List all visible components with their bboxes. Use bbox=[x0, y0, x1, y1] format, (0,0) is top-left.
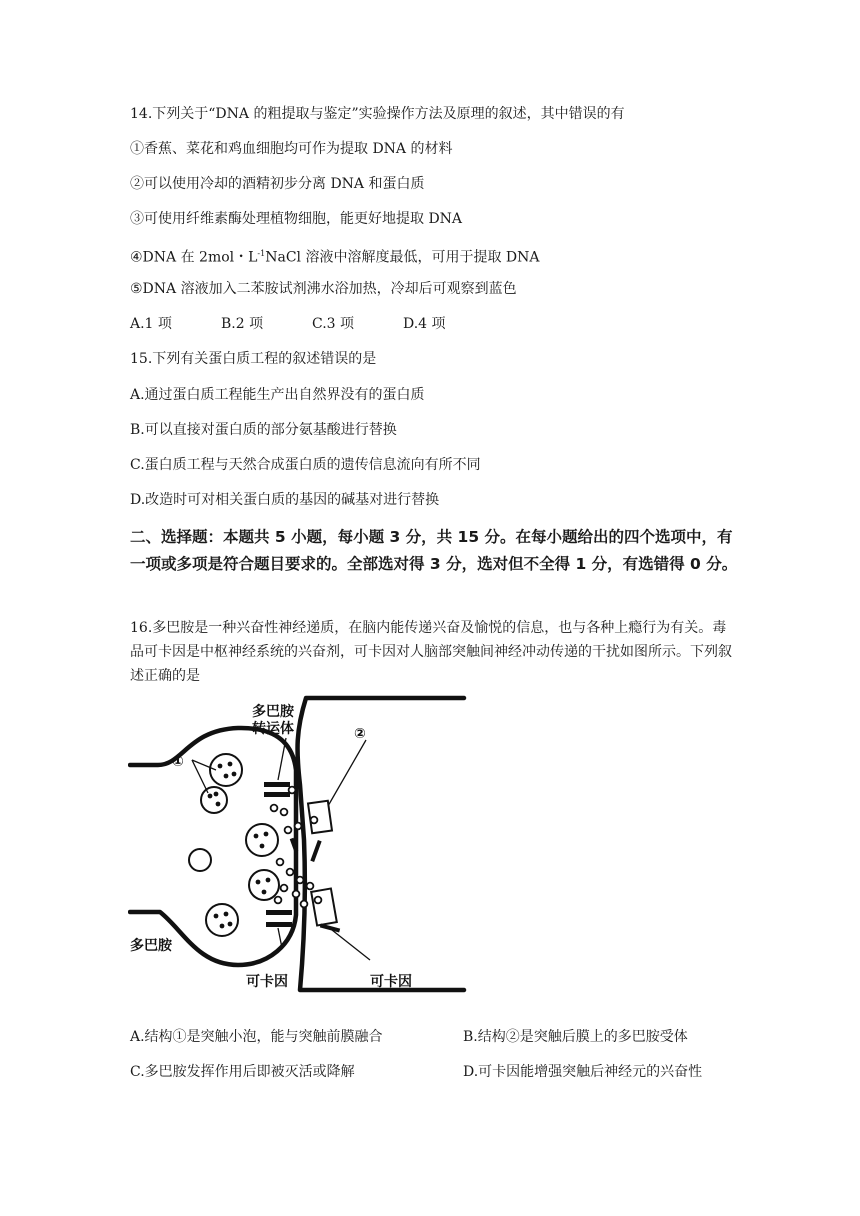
q14-statement-4 bbox=[130, 244, 540, 268]
q15-option-a: A.通过蛋白质工程能生产出自然界没有的蛋白质 bbox=[130, 387, 425, 403]
label-dopamine: 多巴胺 bbox=[130, 938, 172, 954]
q14-option-d: D.4 项 bbox=[403, 316, 446, 332]
q15-stem: 15.下列有关蛋白质工程的叙述错误的是 bbox=[130, 351, 377, 367]
q14-statement-4-sup: -1 bbox=[257, 249, 266, 258]
q15-option-b: B.可以直接对蛋白质的部分氨基酸进行替换 bbox=[130, 422, 397, 438]
q16-stem: 16.多巴胺是一种兴奋性神经递质，在脑内能传递兴奋及愉悦的信息，也与各种上瘾行为有关。毒品可卡因是中枢神经系统的兴奋剂，可卡因对人脑部突触间神经冲动传递的干扰如图所示。下列叙述正确的是 bbox=[130, 620, 732, 684]
q14-statement-4-a: ④DNA 在 2mol・L bbox=[130, 249, 258, 266]
postsynaptic-membrane bbox=[298, 698, 464, 990]
q16-option-d: D.可卡因能增强突触后神经元的兴奋性 bbox=[463, 1064, 703, 1080]
label-transporter-line1: 多巴胺 bbox=[252, 704, 294, 720]
label-structure-2: ② bbox=[354, 726, 366, 742]
q16-option-a: A.结构①是突触小泡，能与突触前膜融合 bbox=[130, 1029, 383, 1045]
q14-stem: 14.下列关于“DNA 的粗提取与鉴定”实验操作方法及原理的叙述，其中错误的有 bbox=[130, 106, 625, 122]
q14-option-a: A.1 项 bbox=[130, 316, 172, 332]
q14-statement-4-b: NaCl 溶液中溶解度最低，可用于提取 DNA bbox=[265, 249, 540, 266]
label-cocaine-left: 可卡因 bbox=[246, 974, 288, 990]
label-transporter-line2: 转运体 bbox=[252, 721, 294, 737]
label-structure-1: ① bbox=[172, 754, 184, 770]
q15-option-c: C.蛋白质工程与天然合成蛋白质的遗传信息流向有所不同 bbox=[130, 457, 481, 473]
q16-option-c: C.多巴胺发挥作用后即被灭活或降解 bbox=[130, 1064, 355, 1080]
label-cocaine-right: 可卡因 bbox=[370, 974, 412, 990]
section2-heading: 二、选择题：本题共 5 小题，每小题 3 分，共 15 分。在每小题给出的四个选项中，有一项或多项是符合题目要求的。全部选对得 3 分，选对但不全得 1 分，有选错得 0 分。 bbox=[130, 528, 738, 573]
q14-option-c: C.3 项 bbox=[312, 316, 355, 332]
q15-option-d: D.改造时可对相关蛋白质的基因的碱基对进行替换 bbox=[130, 492, 440, 508]
q14-statement-2: ②可以使用冷却的酒精初步分离 DNA 和蛋白质 bbox=[130, 176, 425, 192]
q14-statement-3: ③可使用纤维素酶处理植物细胞，能更好地提取 DNA bbox=[130, 211, 463, 227]
q16-option-b: B.结构②是突触后膜上的多巴胺受体 bbox=[463, 1029, 688, 1045]
q14-statement-5: ⑤DNA 溶液加入二苯胺试剂沸水浴加热，冷却后可观察到蓝色 bbox=[130, 281, 517, 297]
q14-option-b: B.2 项 bbox=[221, 316, 264, 332]
q14-statement-1: ①香蕉、菜花和鸡血细胞均可作为提取 DNA 的材料 bbox=[130, 141, 453, 157]
synapse-diagram bbox=[128, 690, 468, 1002]
